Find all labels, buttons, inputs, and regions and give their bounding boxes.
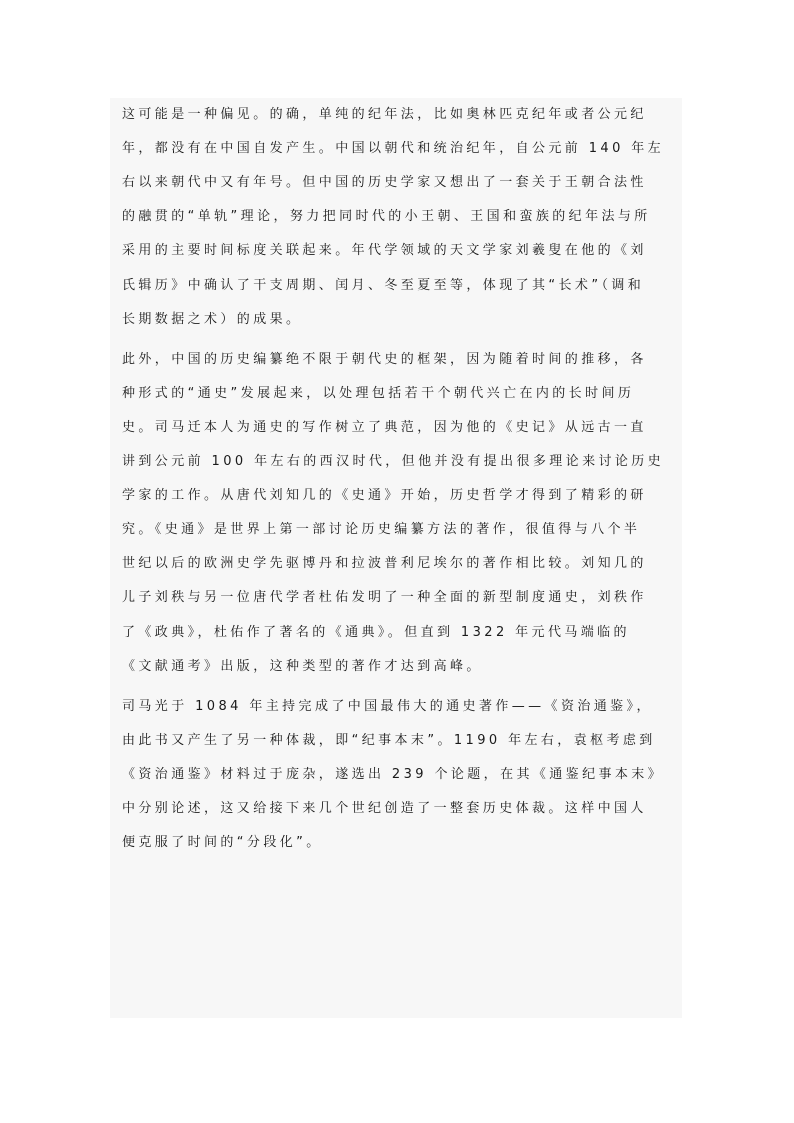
text-line: 由此书又产生了另一种体裁，即“纪事本末”。1190 年左右，袁枢考虑到 — [122, 732, 656, 748]
text-line: 了《政典》，杜佑作了著名的《通典》。但直到 1322 年元代马端临的 — [122, 624, 630, 640]
text-line: 种形式的“通史”发展起来，以处理包括若干个朝代兴亡在内的长时间历 — [122, 385, 635, 401]
text-line: 世纪以后的欧洲史学先驱博丹和拉波普利尼埃尔的著作相比较。刘知几的 — [122, 556, 647, 572]
text-line: 这可能是一种偏见。的确，单纯的纪年法，比如奥林匹克纪年或者公元纪 — [122, 107, 647, 122]
text-line: 的融贯的“单轨”理论，努力把同时代的小王朝、王国和蛮族的纪年法与所 — [122, 209, 651, 225]
text-line: 学家的工作。从唐代刘知几的《史通》开始，历史哲学才得到了精彩的研 — [122, 488, 647, 504]
text-line: 究。《史通》是世界上第一部讨论历史编纂方法的著作，很值得与八个半 — [122, 522, 641, 538]
text-line: 《文献通考》出版，这种类型的著作才达到高峰。 — [122, 658, 483, 674]
text-line: 中分别论述，这又给接下来几个世纪创造了一整套历史体裁。这样中国人 — [122, 801, 647, 816]
text-line: 《资治通鉴》材料过于庞杂，遂选出 239 个论题，在其《通鉴纪事本末》 — [122, 766, 665, 782]
text-line: 采用的主要时间标度关联起来。年代学领域的天文学家刘羲叟在他的《刘 — [122, 243, 647, 259]
text-line: 年，都没有在中国自发产生。中国以朝代和统治纪年，自公元前 140 年左 — [122, 141, 665, 157]
text-line: 氏辑历》中确认了干支周期、闰月、冬至夏至等，体现了其“长术”（调和 — [122, 277, 645, 293]
text-line: 便克服了时间的“分段化”。 — [122, 835, 323, 851]
document-page — [110, 98, 682, 1018]
text-line: 史。司马迁本人为通史的写作树立了典范，因为他的《史记》从远古一直 — [122, 419, 647, 435]
text-line: 讲到公元前 100 年左右的西汉时代，但他并没有提出很多理论来讨论历史 — [122, 454, 665, 469]
text-line: 长期数据之术）的成果。 — [122, 311, 303, 327]
text-line: 司马光于 1084 年主持完成了中国最伟大的通史著作——《资治通鉴》， — [122, 698, 653, 714]
text-line: 儿子刘秩与另一位唐代学者杜佑发明了一种全面的新型制度通史，刘秩作 — [122, 590, 647, 606]
text-line: 此外，中国的历史编纂绝不限于朝代史的框架，因为随着时间的推移，各 — [122, 351, 647, 367]
text-line: 右以来朝代中又有年号。但中国的历史学家又想出了一套关于王朝合法性 — [122, 175, 647, 191]
